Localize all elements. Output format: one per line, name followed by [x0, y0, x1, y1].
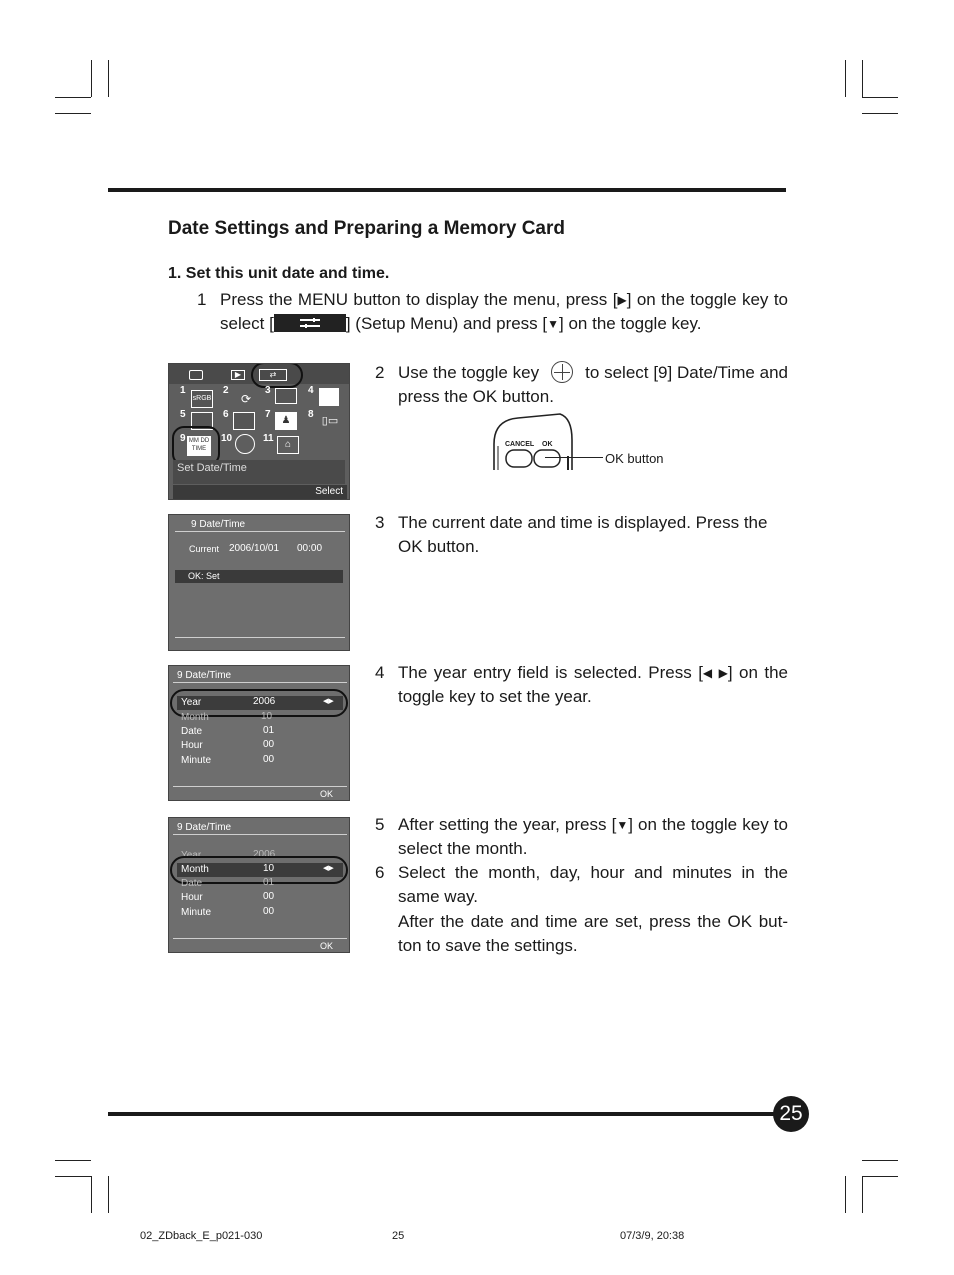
setup-tab-highlight-ring: [251, 363, 303, 388]
screen-title: 9 Date/Time: [177, 670, 232, 681]
setup-tab-icon: ⇄: [259, 369, 287, 381]
rotate-icon: ⟳: [240, 392, 252, 406]
current-time: 00:00: [297, 543, 323, 554]
footer-file: 02_ZDback_E_p021-030: [140, 1230, 263, 1242]
camera-tab-icon: [189, 370, 203, 380]
menu-caption: Set Date/Time: [177, 462, 247, 474]
year-entry-screen: 9 Date/Time Year 2006 ◀▶ Month 10 Date 01 Hour 00 Minute 00 OK: [168, 665, 350, 801]
current-date: 2006/10/01: [229, 543, 280, 554]
arrow-right-icon: ▶: [617, 293, 627, 307]
left-right-arrows-icon: ◀▶: [323, 698, 334, 705]
step-3-text: The current date and time is displayed. Press the OK button.: [398, 513, 768, 556]
step-5-text: After setting the year, press [▼] on the toggle key to select the month.: [398, 815, 788, 858]
setup-menu-screen: ▶ ⇄ 1 sRGB 2 ⟳ 3 4 5 6 7 ♟ 8 ▯▭ 9 MM DD TIME 10 11 ⌂ Set Date/Time Select: [168, 363, 350, 500]
screen-title: 9 Date/Time: [191, 519, 246, 530]
step-2-text: Use the toggle key to select [9] Date/Time and press the OK button.: [398, 363, 788, 406]
section-heading: Date Settings and Preparing a Memory Card: [168, 218, 565, 239]
step-1-text: Press the MENU button to display the menu, press [▶] on the toggle key to select [ ] (Setup Menu) and press [▼] on the toggle key.: [220, 288, 788, 336]
callout-line: [545, 457, 603, 458]
blank-tile: [319, 388, 339, 406]
date-time-icon: MM DD TIME: [187, 436, 211, 456]
arrow-right-icon: ▶: [718, 666, 728, 680]
current-date-screen: [168, 514, 350, 651]
step-number-2: 2: [375, 363, 385, 382]
copy-icon: [275, 388, 297, 404]
arrow-down-icon: ▼: [547, 317, 560, 331]
ok-label: OK: [319, 941, 333, 951]
left-right-arrows-icon: ◀▶: [323, 865, 334, 872]
image-icon: [233, 412, 255, 430]
current-label: Current: [189, 544, 220, 554]
step-heading: 1. Set this unit date and time.: [168, 265, 390, 282]
step-number-5: 5: [375, 815, 385, 834]
step-number-3: 3: [375, 513, 385, 532]
battery-icon: ▯▭: [321, 415, 339, 427]
ok-label: OK: [319, 789, 333, 799]
step-6-text: Select the month, day, hour and minutes in the same way.: [398, 863, 788, 906]
person-icon: ♟: [275, 412, 297, 430]
step-number-1: 1: [197, 290, 207, 309]
month-entry-screen: 9 Date/Time Year 2006 Month 10 ◀▶ Date 01 Hour 00 Minute 00 OK: [168, 817, 350, 953]
globe-icon: [235, 434, 255, 454]
footer-timestamp: 07/3/9, 20:38: [620, 1230, 685, 1242]
ok-label: OK: [542, 441, 553, 448]
step-4-text: The year entry field is selected. Press [◀ ▶] on the toggle key to set the year.: [398, 663, 788, 706]
arrow-down-icon: ▼: [616, 818, 629, 832]
ok-button-callout: OK button: [605, 451, 664, 466]
color-space-icon: sRGB: [191, 390, 213, 408]
playback-tab-icon: ▶: [231, 370, 245, 380]
screen-title: 9 Date/Time: [177, 822, 232, 833]
top-rule: [108, 188, 786, 192]
step-number-4: 4: [375, 663, 385, 682]
card-icon: ⌂: [277, 436, 299, 454]
ok-button-illustration: [490, 410, 580, 472]
toggle-key-icon: [551, 361, 573, 383]
cancel-label: CANCEL: [505, 441, 535, 448]
step-6-note: After the date and time are set, press the OK but-ton to save the settings.: [398, 912, 788, 955]
bottom-rule: [108, 1112, 778, 1116]
arrow-left-icon: ◀: [702, 666, 713, 680]
setup-menu-icon: [274, 314, 346, 332]
step-number-6: 6: [375, 863, 385, 882]
ok-set-label: OK: Set: [188, 571, 220, 581]
page-number: 25: [773, 1096, 809, 1132]
footer-page: 25: [392, 1230, 405, 1242]
select-label: Select: [315, 486, 343, 497]
